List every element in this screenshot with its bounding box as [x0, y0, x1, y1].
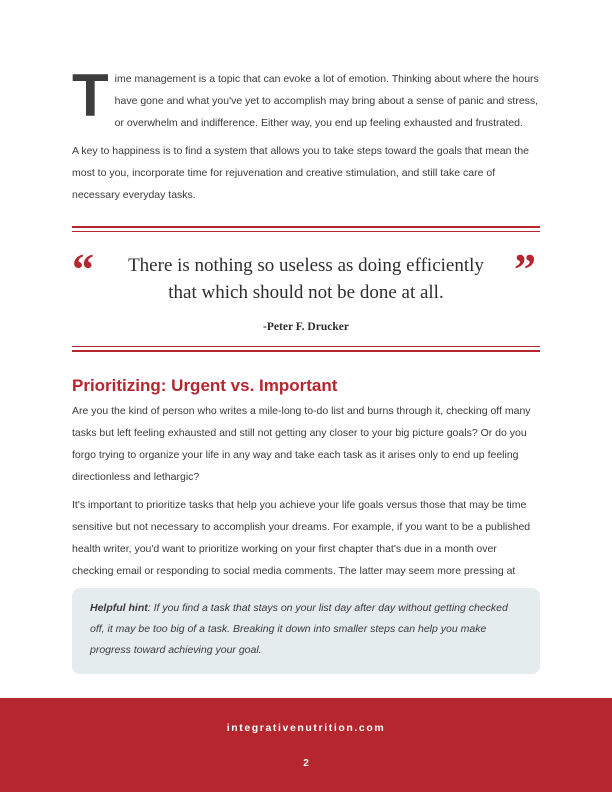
pull-quote [72, 226, 540, 356]
intro-paragraph-text: ime management is a topic that can evoke a lot of emotion. Thinking about where the hours have gone and what you've yet to accomplish may bring about a sense of panic and stress, or overwhelm and indifference. Either way, you end up feeling exhausted and frustrated. [114, 73, 539, 129]
intro-paragraph [72, 62, 540, 134]
intro-paragraph-2: A key to happiness is to find a system that allows you to take steps toward the goals that mean the most to you, incorporate time for rejuvenation and creative stimulation, and still take care of necessary everyday tasks. [72, 145, 530, 201]
drop-cap: T [72, 62, 109, 129]
intro-section [72, 62, 540, 206]
quote-author: -Peter F. Drucker [263, 321, 349, 333]
quote-top-rule [72, 226, 540, 228]
section-heading: Prioritizing: Urgent vs. Important [72, 376, 338, 395]
hint-paragraph [90, 598, 522, 661]
helpful-hint-box [72, 588, 540, 674]
quote-top-rule-thin [72, 231, 540, 232]
footer-url: integrativenutrition.com [226, 722, 386, 734]
section-paragraph-2: It's important to prioritize tasks that help you achieve your life goals versus those that may be time sensitive but not necessary to accomplish your dreams. For example, if you want to be a published health writer, you'd want to prioritize working on your first chapter that's due in a month over checking email or responding to social media comments. The latter may seem more pressing at [72, 499, 531, 577]
quote-bottom-rule-thin [72, 346, 540, 347]
hint-label: Helpful hint [90, 602, 148, 614]
quote-text: There is nothing so useless as doing efficiently that which should not be done at all. [128, 255, 484, 303]
hint-text: : If you find a task that stays on your list day after day without getting checked off, it may be too big of a task. Breaking it down into smaller steps can help you make progress toward achieving your goal. [90, 602, 508, 656]
footer [0, 698, 612, 792]
page-number: 2 [303, 758, 309, 769]
open-quote-icon: “ [72, 245, 94, 294]
close-quote-icon: ” [514, 245, 536, 294]
section-paragraph-1: Are you the kind of person who writes a mile-long to-do list and burns through it, checking off many tasks but left feeling exhausted and still not getting any closer to your big picture goals? Or do you forgo trying to organize your life in any way and take each task as it arises only to end up feeling directionless and lethargic? [72, 405, 531, 483]
quote-bottom-rule [72, 350, 540, 352]
prioritizing-section [72, 374, 540, 582]
